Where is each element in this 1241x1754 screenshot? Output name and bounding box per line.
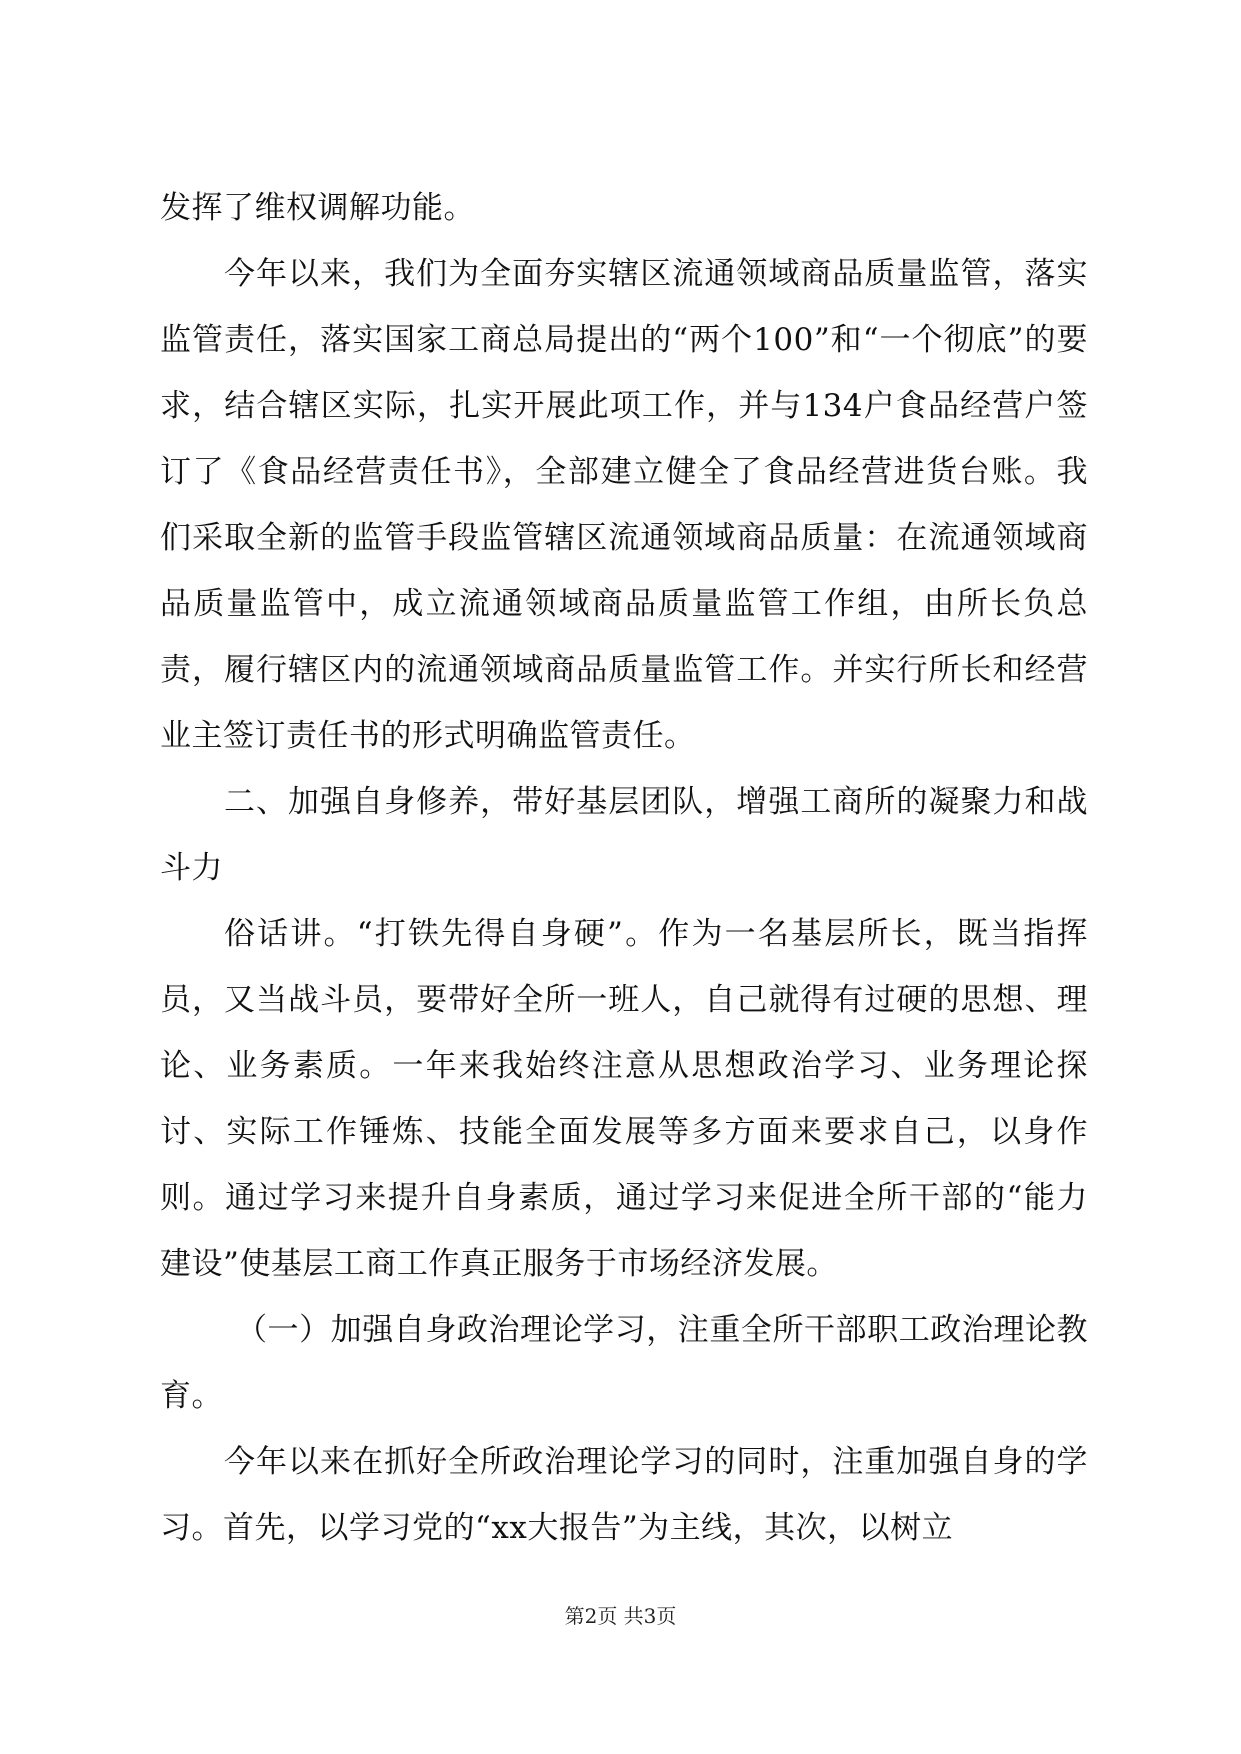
- paragraph-continuation: 发挥了维权调解功能。: [160, 190, 475, 226]
- paragraph-self-cultivation: 俗话讲。“打铁先得自身硬”。作为一名基层所长，既当指挥员，又当战斗员，要带好全所一班人，自己就得有过硬的思想、理论、业务素质。一年来我始终注意从思想政治学习、业务理论探讨、实际工作锤炼、技能全面发展等多方面来要求自己，以身作则。通过学习来提升自身素质，通过学习来促进全所干部的“能力建设”使基层工商工作真正服务于市场经济发展。: [160, 916, 1088, 1282]
- paragraph-quality-supervision: 今年以来，我们为全面夯实辖区流通领域商品质量监管，落实监管责任，落实国家工商总局提出的“两个100”和“一个彻底”的要求，结合辖区实际，扎实开展此项工作，并与134户食品经营户签订了《食品经营责任书》，全部建立健全了食品经营进货台账。我们采取全新的监管手段监管辖区流通领域商品质量：在流通领域商品质量监管中，成立流通领域商品质量监管工作组，由所长负总责，履行辖区内的流通领域商品质量监管工作。并实行所长和经营业主签订责任书的形式明确监管责任。: [160, 256, 1088, 754]
- paragraph-political-study: 今年以来在抓好全所政治理论学习的同时，注重加强自身的学习。首先，以学习党的“xx大报告”为主线，其次，以树立: [160, 1444, 1088, 1546]
- subsection-heading-one: （一）加强自身政治理论学习，注重全所干部职工政治理论教育。: [160, 1312, 1088, 1414]
- document-body: [160, 175, 1088, 1561]
- section-heading-two: 二、加强自身修养，带好基层团队，增强工商所的凝聚力和战斗力: [160, 784, 1088, 886]
- page-number-footer: 第2页 共3页: [564, 1604, 677, 1628]
